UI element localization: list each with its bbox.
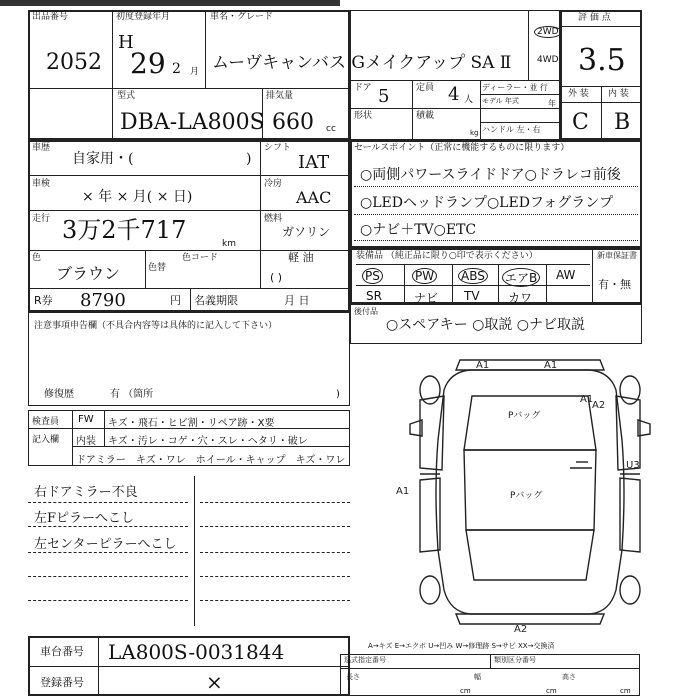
warranty: 有・無 (598, 278, 631, 291)
mark-front-left: A1 (476, 360, 490, 371)
check-interior-items: キズ・汚レ・コゲ・穴・スレ・ヘタリ・破レ (108, 436, 308, 447)
color-label: 色 (32, 253, 42, 263)
use-close: ) (246, 151, 252, 167)
capacity: 4 (448, 84, 460, 105)
cc-unit: cc (326, 124, 336, 134)
mark-right-side: U3 (626, 460, 640, 471)
car-name-label: 車名・グレード (210, 12, 274, 22)
capacity-label: 定員 (416, 83, 435, 93)
repair-value: 有 （箇所 (110, 389, 154, 400)
ac-label: 冷房 (264, 179, 283, 189)
check-mirror-items: キズ・ワレ ホイール・キャップ キズ・ワレ (136, 455, 346, 466)
notes-title: 注意事項申告欄（不具合内容等は具体的に記入して下さい） (34, 321, 278, 331)
damage-legend: A→キズ E→エクボ U→凹み W→修理跡 S→サビ XX→交換済 (368, 642, 555, 650)
model-year-label: モデル 年式 (482, 97, 519, 105)
mark-rear: A2 (514, 624, 528, 635)
capacity-unit: 人 (464, 95, 474, 105)
color: ブラウン (56, 264, 121, 283)
model-label: 型式 (117, 91, 136, 101)
chassis-number: LA800S-0031844 (108, 640, 285, 664)
color-code-label: 色コード (182, 253, 219, 263)
airbag-note-front: Pバッグ (508, 411, 541, 421)
recycle-label: R券 (34, 294, 53, 307)
remark-3: 左センターピラーへこし (34, 537, 177, 552)
handle-label: ハンドル 左・右 (482, 125, 541, 134)
equip-abs: ABS (458, 268, 488, 284)
first-reg-label: 初度登録年月 (116, 12, 171, 22)
interior-label: 内 装 (608, 89, 629, 99)
registration-label: 登録番号 (40, 676, 84, 689)
load-label: 積載 (416, 111, 435, 121)
damage-diagram (360, 350, 690, 640)
recycle-fee: 8790 (80, 290, 126, 311)
displacement-label: 排気量 (266, 91, 294, 101)
dealer-label: ディーラー・並 行 (482, 83, 548, 92)
equip-sr: SR (366, 289, 382, 303)
km-unit: km (222, 239, 236, 249)
official-number-label: 巡式指定番号 (344, 656, 386, 664)
fuel-other: ( ) (270, 271, 283, 284)
inspection-label: 車検 (32, 179, 51, 189)
registration-mark: × (206, 670, 223, 694)
mileage-label: 走行 (32, 214, 51, 224)
lot-number: 2052 (46, 50, 102, 75)
fuel-diesel: 軽 油 (288, 251, 314, 264)
model-code: DBA-LA800S (120, 110, 265, 135)
equipment-title: 装備品 （純正品に限り○印で表示ください） (356, 251, 538, 261)
lot-label: 出品番号 (32, 12, 69, 22)
mark-right-front: A2 (592, 400, 606, 411)
airbag-note-side: Pバッグ (510, 491, 543, 501)
equip-airbag: エアB (502, 268, 540, 287)
height-unit: cm (620, 687, 631, 695)
first-reg-month: 2 (172, 61, 181, 77)
month-unit: 月 (190, 67, 200, 77)
sales-point-3: ○ナビ＋TV○ETC (360, 222, 477, 238)
remark-1: 右ドアミラー不良 (34, 485, 138, 500)
inspector-label: 検査員 (32, 417, 60, 427)
aftermarket-label: 後付品 (354, 307, 378, 316)
inspection: × 年 × 月( × 日) (82, 189, 193, 205)
length-unit: cm (460, 687, 471, 695)
remark-2: 左Fピラーへこし (34, 511, 135, 526)
mileage: 3万2千717 (62, 216, 187, 244)
width-label: 幅 (474, 673, 481, 681)
fuel-label: 燃料 (264, 214, 283, 224)
use-label: 車歴 (32, 143, 51, 153)
check-mirror-head: ドアミラー (76, 455, 126, 466)
height-label: 高さ (562, 673, 576, 681)
load-unit: kg (470, 129, 479, 137)
repair-label: 修復歴 (44, 389, 74, 400)
recycle-unit: 円 (170, 294, 181, 307)
shape-label: 形状 (354, 111, 373, 121)
interior-grade: B (614, 110, 631, 135)
use: 自家用・( (72, 151, 134, 167)
check-interior-head: 内装 (76, 436, 96, 447)
width-unit: cm (546, 687, 557, 695)
equip-pw: PW (412, 268, 437, 284)
entry-label: 記入欄 (32, 435, 60, 445)
score-label: 評 価 点 (578, 13, 611, 23)
shift-label: シフト (264, 143, 292, 153)
color-change-label: 色替 (148, 263, 167, 273)
sales-point-2: ○LEDヘッドランプ○LEDフォグランプ (360, 195, 614, 211)
equip-aw: AW (556, 268, 576, 282)
fuel: ガソリン (282, 225, 331, 239)
equip-tv: TV (464, 289, 480, 303)
length-label: 長さ (346, 673, 360, 681)
car-name: ムーヴキャンバス Gメイクアップ SA Ⅱ (212, 53, 512, 73)
shift: IAT (298, 152, 330, 173)
class-number-label: 類別区分番号 (494, 656, 536, 664)
equip-leather: カワ (508, 291, 533, 305)
equip-navi: ナビ (414, 291, 439, 305)
exterior-label: 外 装 (568, 89, 589, 99)
mark-right-pillar: A1 (580, 394, 594, 405)
aftermarket: ○スペアキー ○取説 ○ナビ取説 (386, 317, 585, 333)
check-fw-items: キズ・飛石・ヒビ割・リペア跡・X要 (108, 418, 275, 429)
first-reg-year: 29 (130, 47, 166, 80)
check-fw-head: FW (78, 414, 94, 425)
repair-close: ) (336, 389, 340, 400)
drive-4wd: 4WD (537, 55, 559, 65)
score: 3.5 (578, 43, 626, 78)
new-car-warranty-label: 新車保証書 (597, 251, 637, 260)
doors-label: ドア (354, 83, 372, 93)
validity-units: 月 日 (284, 294, 310, 307)
ac: AAC (296, 188, 332, 207)
mark-front-right: A1 (544, 360, 558, 371)
era: H (118, 32, 134, 53)
chassis-label: 車台番号 (40, 645, 84, 658)
top-title-cutoff (0, 0, 340, 6)
equip-ps: PS (362, 268, 383, 284)
validity-label: 名義期限 (194, 294, 238, 307)
displacement: 660 (272, 110, 314, 135)
doors: 5 (378, 86, 390, 107)
exterior-grade: C (572, 110, 589, 135)
sales-point-1: ○両側パワースライドドア○ドラレコ前後 (360, 167, 621, 183)
model-year-unit: 年 (548, 99, 556, 108)
sales-title: セールスポイント（正常に機能するものに限ります） (354, 143, 570, 153)
mark-left-side: A1 (396, 486, 410, 497)
drive-2wd: 2WD (534, 26, 562, 38)
